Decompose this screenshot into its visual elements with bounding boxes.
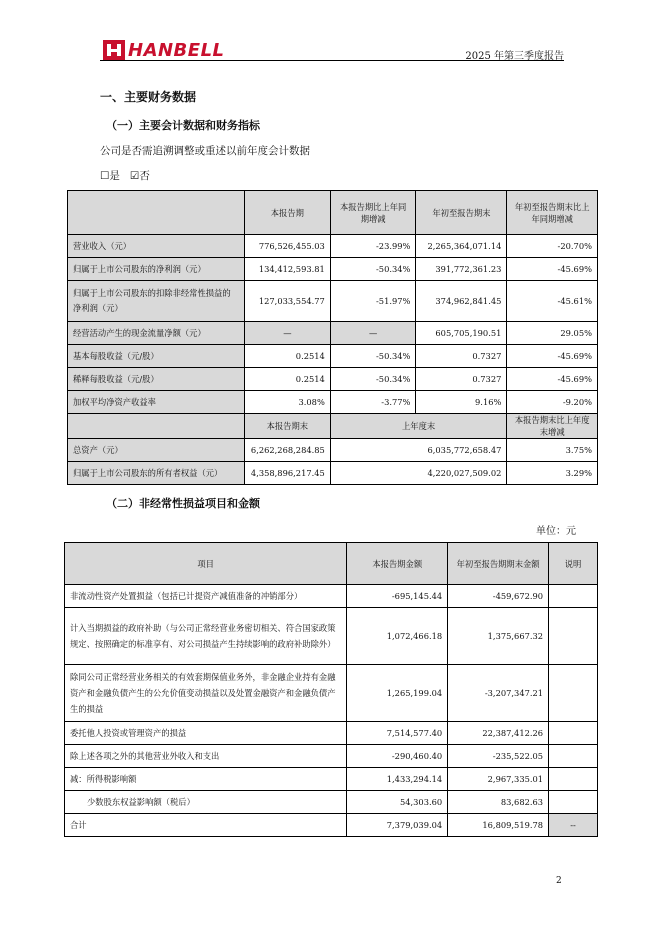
cell-value: 4,358,896,217.45 — [244, 462, 330, 485]
cell-value: 6,035,772,658.47 — [330, 439, 507, 462]
row-label: 委托他人投资或管理资产的损益 — [65, 722, 347, 745]
cell-value: 134,412,593.81 — [244, 258, 330, 281]
cell-value: -9.20% — [507, 391, 598, 414]
cell-value: 3.75% — [507, 439, 598, 462]
row-label: 归属于上市公司股东的扣除非经常性损益的净利润（元） — [68, 281, 245, 322]
col-header: 本报告期比上年同期增减 — [330, 191, 416, 235]
table-row — [68, 391, 598, 414]
table-row — [68, 258, 598, 281]
report-title: 2025 年第三季度报告 — [465, 51, 564, 62]
row-label: 营业收入（元） — [68, 235, 245, 258]
cell-value: 776,526,455.03 — [244, 235, 330, 258]
col-header: 年初至报告期期末金额 — [448, 543, 549, 585]
cell-value: 1,072,466.18 — [347, 608, 448, 665]
cell-note — [549, 722, 598, 745]
cell-value: 374,962,841.45 — [416, 281, 507, 322]
col-header: 年初至报告期末比上年同期增减 — [507, 191, 598, 235]
section-title: 一、主要财务数据 — [100, 90, 197, 104]
company-logo — [103, 40, 243, 60]
restatement-options — [100, 168, 150, 183]
header-blank — [68, 414, 245, 439]
cell-value: 16,809,519.78 — [448, 814, 549, 837]
page-number: 2 — [556, 876, 562, 886]
cell-value: — — [330, 322, 416, 345]
cell-value: 2,265,364,071.14 — [416, 235, 507, 258]
table-row — [65, 768, 598, 791]
subsection-title-1: （一）主要会计数据和财务指标 — [106, 119, 260, 132]
cell-value: 0.2514 — [244, 345, 330, 368]
cell-value: 3.08% — [244, 391, 330, 414]
col-header: 本报告期金额 — [347, 543, 448, 585]
row-label: 总资产（元） — [68, 439, 245, 462]
cell-value: -45.61% — [507, 281, 598, 322]
col-header: 本报告期 — [244, 191, 330, 235]
table-row — [68, 235, 598, 258]
row-label: 加权平均净资产收益率 — [68, 391, 245, 414]
row-label: 稀释每股收益（元/股） — [68, 368, 245, 391]
table-row — [68, 368, 598, 391]
cell-value: 6,262,268,284.85 — [244, 439, 330, 462]
option-no: ☑否 — [129, 170, 150, 182]
cell-value: -695,145.44 — [347, 585, 448, 608]
cell-note — [549, 585, 598, 608]
restatement-question: 公司是否需追溯调整或重述以前年度会计数据 — [100, 145, 310, 157]
option-yes: ☐是 — [100, 170, 120, 182]
table-row — [65, 585, 598, 608]
row-label: 合计 — [65, 814, 347, 837]
cell-value: -50.34% — [330, 368, 416, 391]
cell-value: 0.7327 — [416, 368, 507, 391]
cell-value: 7,379,039.04 — [347, 814, 448, 837]
cell-value: 3.29% — [507, 462, 598, 485]
row-label: 基本每股收益（元/股） — [68, 345, 245, 368]
cell-value: 0.2514 — [244, 368, 330, 391]
cell-note — [549, 791, 598, 814]
row-label: 归属于上市公司股东的所有者权益（元） — [68, 462, 245, 485]
cell-value: -45.69% — [507, 345, 598, 368]
cell-value: 29.05% — [507, 322, 598, 345]
logo-text: HANBELL — [128, 39, 225, 61]
table-row — [65, 722, 598, 745]
table-row — [65, 791, 598, 814]
cell-value: -45.69% — [507, 368, 598, 391]
row-label: 减：所得税影响额 — [65, 768, 347, 791]
cell-value: -235,522.05 — [448, 745, 549, 768]
cell-value: 9.16% — [416, 391, 507, 414]
header-blank — [68, 191, 245, 235]
cell-value: -50.34% — [330, 258, 416, 281]
financial-data-table — [67, 190, 598, 485]
hanbell-logo-icon — [103, 40, 125, 60]
cell-value: — — [244, 322, 330, 345]
table-row-total — [65, 814, 598, 837]
col-header: 本报告期末 — [244, 414, 330, 439]
cell-value: -20.70% — [507, 235, 598, 258]
cell-value: -45.69% — [507, 258, 598, 281]
cell-value: -459,672.90 — [448, 585, 549, 608]
table-row — [68, 439, 598, 462]
cell-value: -51.97% — [330, 281, 416, 322]
cell-value: -290,460.40 — [347, 745, 448, 768]
cell-value: 54,303.60 — [347, 791, 448, 814]
table-row — [65, 745, 598, 768]
table-header-row-2 — [68, 414, 598, 439]
col-header: 说明 — [549, 543, 598, 585]
cell-note — [549, 665, 598, 722]
table-row — [68, 322, 598, 345]
non-recurring-items-table — [64, 542, 598, 837]
cell-value: -3,207,347.21 — [448, 665, 549, 722]
cell-value: 4,220,027,509.02 — [330, 462, 507, 485]
cell-value: -3.77% — [330, 391, 416, 414]
cell-value: 1,433,294.14 — [347, 768, 448, 791]
cell-note — [549, 768, 598, 791]
col-header: 年初至报告期末 — [416, 191, 507, 235]
col-header: 本报告期末比上年度末增减 — [507, 414, 598, 439]
cell-value: 83,682.63 — [448, 791, 549, 814]
cell-note — [549, 745, 598, 768]
cell-value: 1,265,199.04 — [347, 665, 448, 722]
table-header-row — [65, 543, 598, 585]
cell-note — [549, 608, 598, 665]
cell-value: 22,387,412.26 — [448, 722, 549, 745]
subsection-title-2: （二）非经常性损益项目和金额 — [106, 497, 260, 510]
row-label: 少数股东权益影响额（税后） — [65, 791, 347, 814]
row-label: 归属于上市公司股东的净利润（元） — [68, 258, 245, 281]
cell-note: -- — [549, 814, 598, 837]
row-label: 非流动性资产处置损益（包括已计提资产减值准备的冲销部分） — [65, 585, 347, 608]
cell-value: -23.99% — [330, 235, 416, 258]
table-row — [65, 665, 598, 722]
table-header-row — [68, 191, 598, 235]
cell-value: 605,705,190.51 — [416, 322, 507, 345]
row-label: 除同公司正常经营业务相关的有效套期保值业务外，非金融企业持有金融资产和金融负债产生的公允价值变动损益以及处置金融资产和金融负债产生的损益 — [65, 665, 347, 722]
unit-label: 单位：元 — [536, 526, 576, 537]
row-label: 经营活动产生的现金流量净额（元） — [68, 322, 245, 345]
cell-value: 2,967,335.01 — [448, 768, 549, 791]
cell-value: 1,375,667.32 — [448, 608, 549, 665]
table-row — [68, 462, 598, 485]
table-row — [65, 608, 598, 665]
cell-value: 127,033,554.77 — [244, 281, 330, 322]
col-header: 上年度末 — [330, 414, 507, 439]
header-divider — [100, 60, 564, 61]
row-label: 除上述各项之外的其他营业外收入和支出 — [65, 745, 347, 768]
cell-value: 0.7327 — [416, 345, 507, 368]
cell-value: 7,514,577.40 — [347, 722, 448, 745]
cell-value: 391,772,361.23 — [416, 258, 507, 281]
col-header: 项目 — [65, 543, 347, 585]
table-row — [68, 281, 598, 322]
cell-value: -50.34% — [330, 345, 416, 368]
row-label: 计入当期损益的政府补助（与公司正常经营业务密切相关、符合国家政策规定、按照确定的标准享有、对公司损益产生持续影响的政府补助除外） — [65, 608, 347, 665]
table-row — [68, 345, 598, 368]
